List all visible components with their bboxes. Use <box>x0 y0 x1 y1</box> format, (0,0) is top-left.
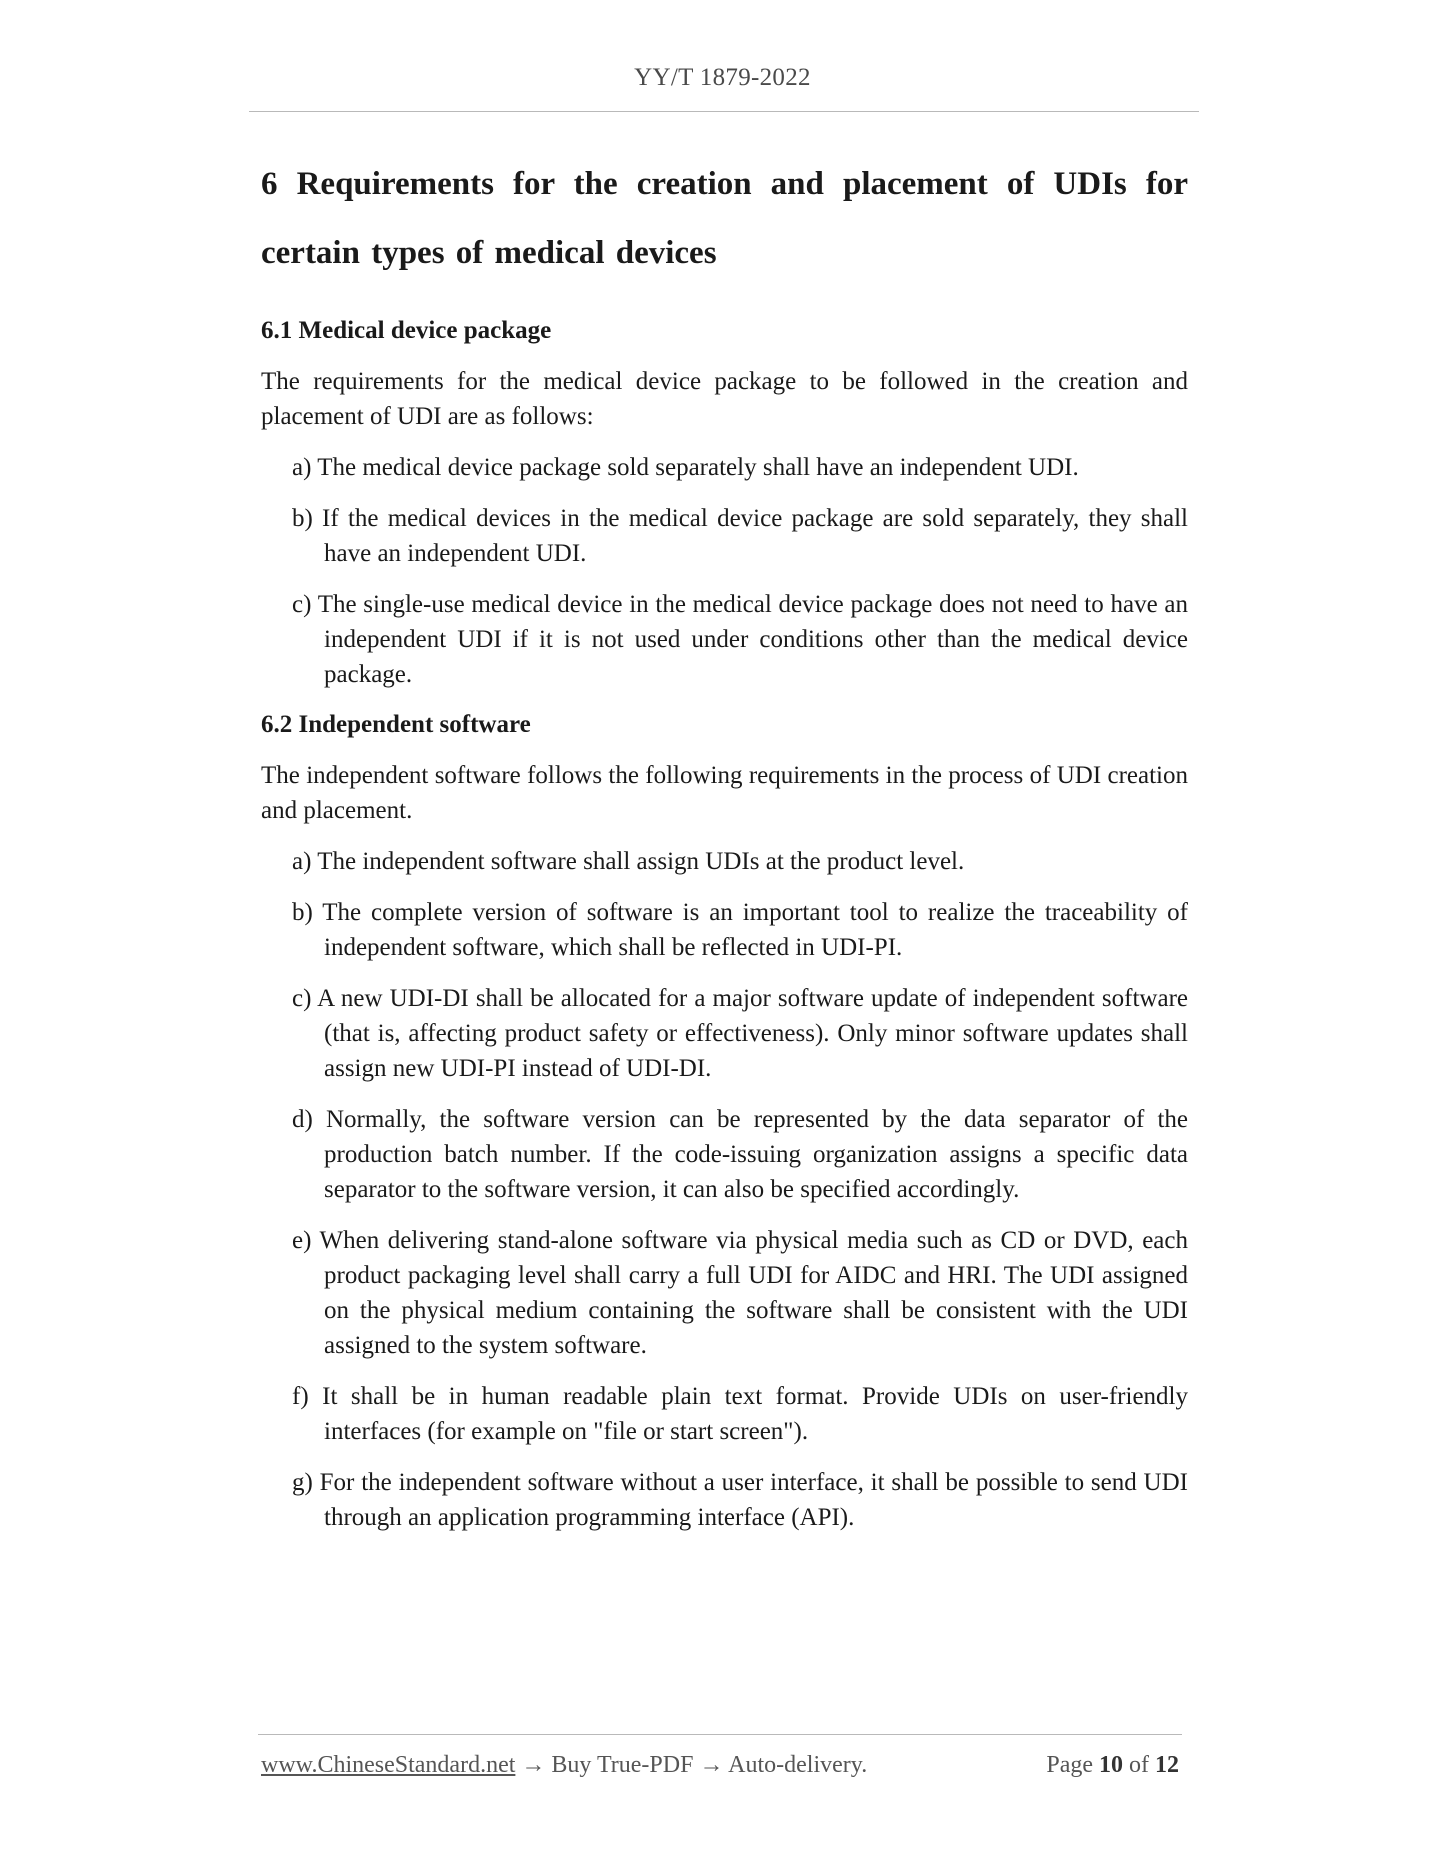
page-content <box>261 150 1188 1535</box>
page-total: 12 <box>1155 1752 1179 1778</box>
page-label: Page <box>1046 1752 1093 1778</box>
subsection-6-2-title: 6.2 Independent software <box>261 711 531 738</box>
page-number <box>1046 1752 1179 1779</box>
list-item-6-2-a: a) The independent software shall assign UDIs at the product level. <box>292 848 965 875</box>
footer-promo <box>261 1752 867 1779</box>
buy-pdf-text: Buy True-PDF <box>551 1752 694 1778</box>
document-id-header: YY/T 1879-2022 <box>634 64 811 91</box>
list-item-6-2-b: b) The complete version of software is an important tool to realize the traceability of independent software, which shall be reflected in UDI-PI. <box>292 899 1188 961</box>
list-item-6-2-g: g) For the independent software without a user interface, it shall be possible to send UDI through an application programming interface (API). <box>292 1469 1188 1531</box>
list-item-6-2-e: e) When delivering stand-alone software via physical media such as CD or DVD, each product packaging level shall carry a full UDI for AIDC and HRI. The UDI assigned on the physical medium containing the software shall be consistent with the UDI assigned to the system software. <box>292 1227 1188 1359</box>
page-of-label: of <box>1129 1752 1149 1778</box>
list-item-6-2-c: c) A new UDI-DI shall be allocated for a major software update of independent software (that is, affecting product safety or effectiveness). Only minor software updates shall assign new UDI-PI instead of UDI-DI. <box>292 985 1188 1082</box>
list-item-6-1-a: a) The medical device package sold separately shall have an independent UDI. <box>292 454 1079 481</box>
section-title-line-1: 6 Requirements for the creation and placement of UDIs for <box>261 166 1188 202</box>
list-item-6-1-c: c) The single-use medical device in the medical device package does not need to have an independent UDI if it is not used under conditions other than the medical device package. <box>292 591 1188 688</box>
page-current: 10 <box>1099 1752 1123 1778</box>
header-divider <box>249 111 1199 112</box>
site-link[interactable]: www.ChineseStandard.net <box>261 1752 516 1778</box>
auto-delivery-text: Auto-delivery. <box>728 1752 868 1778</box>
section-title-line-2: certain types of medical devices <box>261 235 717 271</box>
footer-divider <box>258 1734 1182 1735</box>
list-item-6-2-d: d) Normally, the software version can be represented by the data separator of the production batch number. If the code-issuing organization assigns a specific data separator to the software version, it can also be specified accordingly. <box>292 1106 1188 1203</box>
arrow-right-icon: → <box>521 1752 546 1778</box>
subsection-6-1-title: 6.1 Medical device package <box>261 317 552 344</box>
arrow-right-icon: → <box>699 1752 724 1778</box>
section-6-title <box>261 150 1188 288</box>
list-item-6-1-b: b) If the medical devices in the medical device package are sold separately, they shall have an independent UDI. <box>292 505 1188 567</box>
subsection-6-1-intro: The requirements for the medical device package to be followed in the creation and placement of UDI are as follows: <box>261 368 1188 430</box>
subsection-6-2-intro: The independent software follows the following requirements in the process of UDI creation and placement. <box>261 762 1188 824</box>
list-item-6-2-f: f) It shall be in human readable plain text format. Provide UDIs on user-friendly interfaces (for example on "file or start screen"). <box>292 1383 1188 1445</box>
